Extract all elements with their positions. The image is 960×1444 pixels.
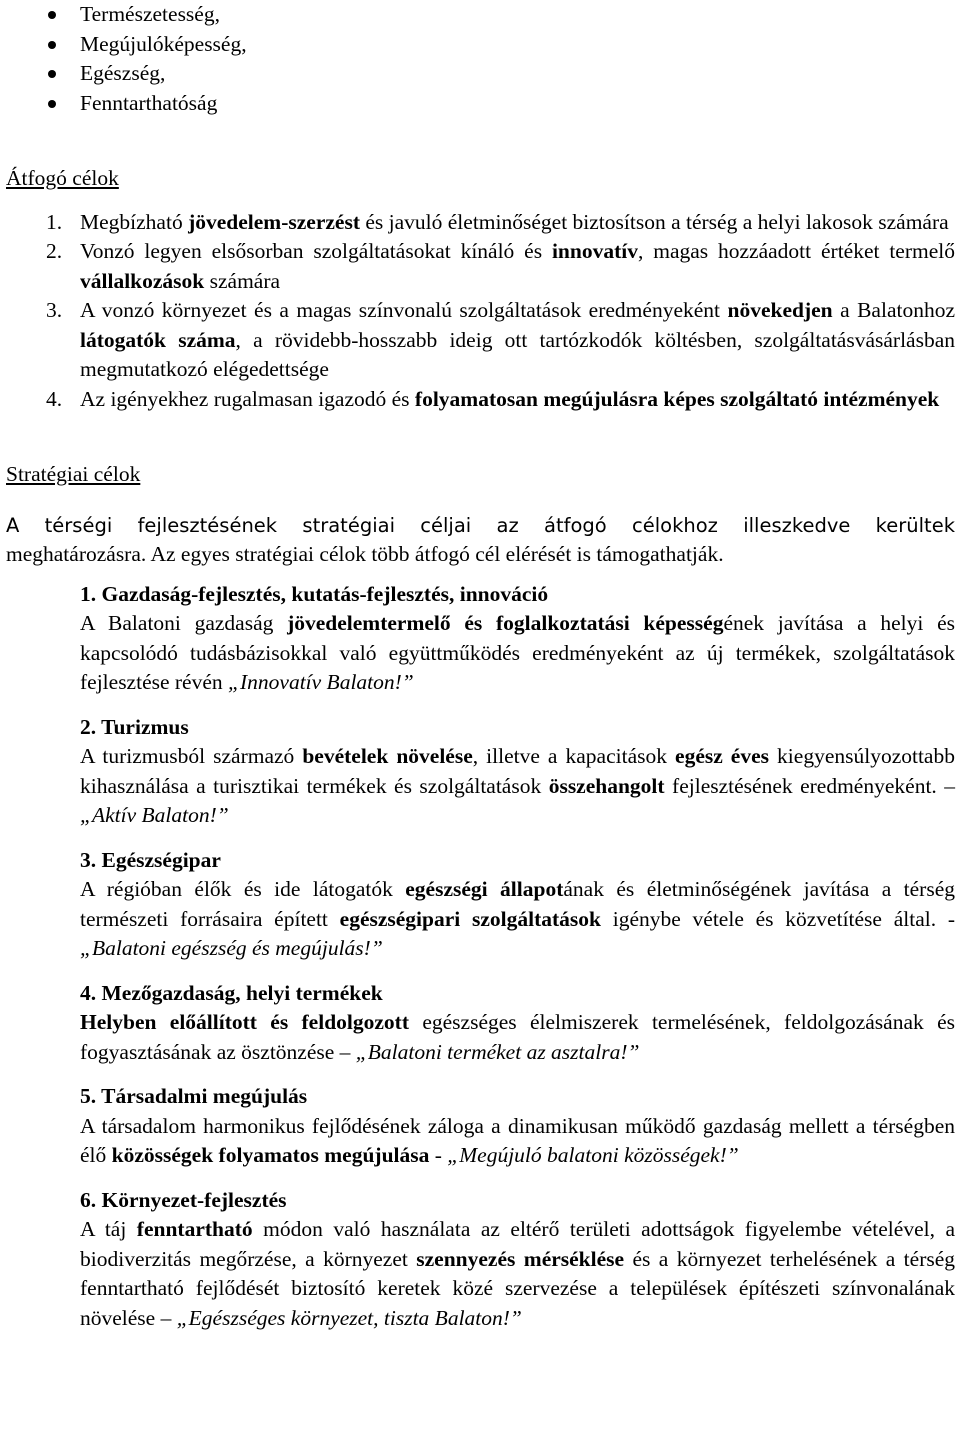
section-title: 4. Mezőgazdaság, helyi termékek [80,980,383,1005]
text-run: Az igényekhez rugalmasan igazodó és [80,386,415,411]
bold-text: növekedjen [727,298,833,322]
bold-text: egész éves [675,744,770,768]
text-run: egészséges élelmiszerek termelésének, feldolgozásának és fogyasztásának az ösztönzése – [80,1010,955,1064]
bold-text: bevételek növelése [302,744,473,768]
strategic-intro-line2: meghatározásra. Az egyes stratégiai célok több átfogó cél elérését is támogathatják. [6,541,724,566]
text-run: , magas hozzáadott értéket termelő [637,239,955,263]
text-run: A régióban élők és ide látogatók [80,877,406,901]
strategic-section [6,846,955,964]
section-body [80,1008,955,1067]
text-run: A vonzó környezet és a magas színvonalú szolgáltatások eredményeként [80,298,728,322]
section-body [80,742,955,831]
slogan-text: „Balatoni egészség és megújulás!” [80,936,383,960]
bold-text: összehangolt [548,773,665,798]
strategic-intro [6,512,955,568]
text-run: A táj [80,1217,137,1241]
overall-goals-list [6,208,955,415]
slogan-text: „Balatoni terméket az asztalra!” [355,1039,640,1064]
section-body [80,875,955,964]
bold-text: egészségi állapot [405,877,564,901]
bold-text: közösségek folyamatos megújulása [111,1143,430,1167]
text-run: ának és életminőségének javítása a térség természeti forrásaira épített [80,877,955,931]
overall-goal-item [46,237,955,296]
text-run: Vonzó legyen elsősorban szolgáltatásokat kínáló és [80,239,552,263]
section-title: 5. Társadalmi megújulás [80,1084,308,1108]
text-run: A Balatoni gazdaság [80,611,288,635]
text-run: A turizmusból származó [80,744,303,768]
strategic-goals-heading: Stratégiai célok [6,462,141,486]
list-item: Fenntarthatóság [80,89,955,119]
list-item: Természetesség, [80,0,955,30]
bold-text: Helyben előállított és feldolgozott [80,1010,409,1034]
text-run: - [429,1143,448,1167]
text-run: igénybe vétele és közvetítése által. - [601,906,955,931]
section-body [80,1215,955,1333]
overall-goal-item [46,296,956,385]
section-title: 6. Környezet-fejlesztés [80,1187,287,1212]
text-run: Megbízható [80,209,189,234]
bullet-icon [48,100,56,108]
section-body [80,1112,955,1171]
section-title: 3. Egészségipar [80,847,221,872]
bullet-icon [48,41,56,49]
goal-number: 3. [46,298,63,322]
bold-text: folyamatosan megújulásra képes szolgáltató intézmények [414,386,940,411]
bold-text: egészségipari szolgáltatások [339,906,601,931]
text-run: fejlesztésének eredményeként. – [664,773,956,798]
bold-text: jövedelem-szerzést [188,209,360,234]
strategic-section [6,580,955,698]
slogan-text: „Aktív Balaton!” [80,803,229,827]
list-item: Megújulóképesség, [80,30,955,60]
slogan-text: „Innovatív Balaton!” [228,670,414,694]
overall-goal-item [46,208,955,238]
bold-text: szennyezés mérséklése [416,1246,625,1271]
text-run: a Balatonhoz [832,298,955,322]
text-run: és a környezet terhelésének a térség fenntartható fejlődését biztosító keretek közé szervezése a települések építészeti színvonalának növelése – [80,1246,956,1330]
goal-number: 4. [46,386,63,411]
slogan-text: „Megújuló balatoni közösségek!” [447,1143,739,1167]
text-run: módon való használata az eltérő területi adottságok figyelembe vételével, a biodiverzitás megőrzése, a környezet [80,1217,955,1271]
text-run: , illetve a kapacitások [472,744,676,768]
bold-text: jövedelemtermelő és foglalkoztatási képesség [287,611,724,635]
text-run: kiegyensúlyozottabb kihasználása a turisztikai termékek és szolgáltatások [80,744,955,798]
text-run: A társadalom harmonikus fejlődésének záloga a dinamikusan működő gazdaság mellett a térségben élő [80,1113,955,1167]
strategic-section [6,713,955,831]
bold-text: látogatók száma [80,327,236,352]
text-run: számára [204,268,281,293]
slogan-text: „Egészséges környezet, tiszta Balaton!” [176,1305,522,1330]
bullet-icon [48,70,56,78]
strategic-section [6,1082,955,1171]
strategic-section [6,979,955,1068]
bold-text: innovatív [551,239,638,263]
strategic-section [6,1186,955,1334]
strategic-sections [6,580,955,1334]
goal-number: 2. [46,239,63,263]
overall-goals-heading: Átfogó célok [6,166,119,190]
overall-goal-item [46,385,955,415]
bold-text: vállalkozások [80,268,205,293]
list-item: Egészség, [80,59,955,89]
text-run: , a rövidebb-hosszabb ideig ott tartózkodók költésben, szolgáltatásvásárlásban megmutatkozó elégedettsége [80,327,956,381]
bullet-icon [48,11,56,19]
goal-number: 1. [46,209,63,234]
text-run: és javuló életminőséget biztosítson a térség a helyi lakosok számára [359,209,949,234]
strategic-intro-line1: A térségi fejlesztésének stratégiai céljai az átfogó célokhoz illeszkedve kerültek [6,513,955,537]
bold-text: fenntartható [136,1217,253,1241]
section-title: 1. Gazdaság-fejlesztés, kutatás-fejlesztés, innováció [80,581,549,606]
section-body [80,609,955,698]
values-list [6,0,955,118]
text-run: ének javítása a helyi és kapcsolódó tudásbázisokkal való együttműködés eredményeként az új termékek, szolgáltatások fejlesztése révén [80,611,955,694]
section-title: 2. Turizmus [80,714,189,739]
